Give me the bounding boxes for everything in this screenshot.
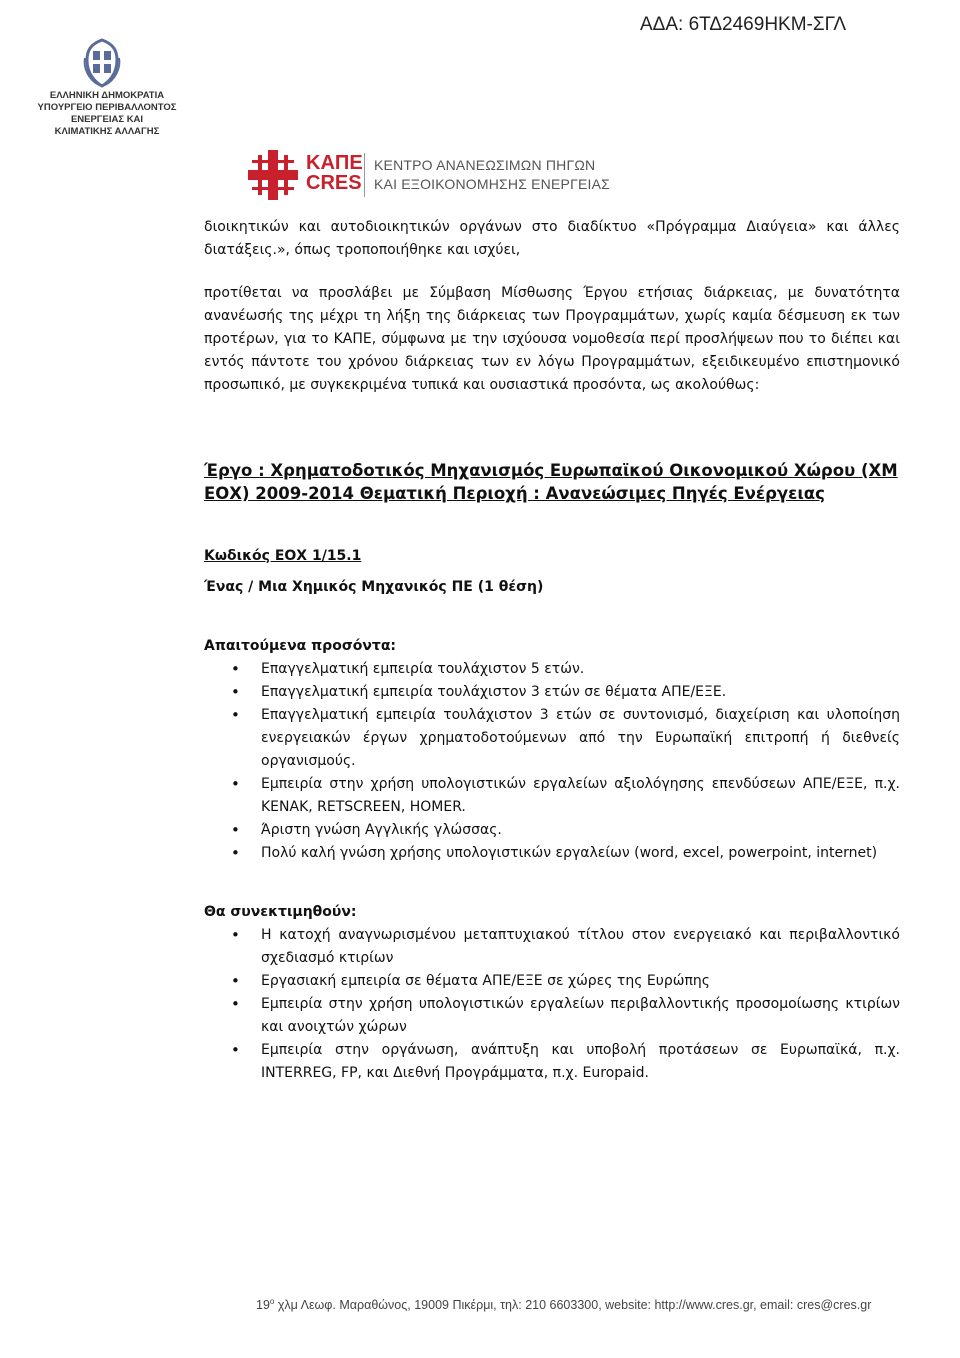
project-heading: Έργο : Χρηματοδοτικός Μηχανισμός Ευρωπαϊκού Οικονομικού Χώρου (ΧΜ ΕΟΧ) 2009-2014 Θεματική Περιοχή : Ανανεώσιμες Πηγές Ενέργειας <box>204 461 898 503</box>
document-body <box>204 216 900 1085</box>
preferred-qualifications-title: Θα συνεκτιμηθούν: <box>204 904 357 920</box>
list-item: • Εμπειρία στην χρήση υπολογιστικών εργαλείων αξιολόγησης επενδύσεων ΑΠΕ/ΕΞΕ, π.χ. KENAK, RETSCREEN, HOMER. <box>261 773 900 819</box>
ministry-name: ΕΛΛΗΝΙΚΗ ΔΗΜΟΚΡΑΤΙΑ ΥΠΟΥΡΓΕΙΟ ΠΕΡΙΒΑΛΛΟΝΤΟΣ ΕΝΕΡΓΕΙΑΣ ΚΑΙ ΚΛΙΜΑΤΙΚΗΣ ΑΛΛΑΓΗΣ <box>37 90 177 137</box>
list-item: • Άριστη γνώση Αγγλικής γλώσσας. <box>261 819 900 842</box>
list-item: • Εμπειρία στην χρήση υπολογιστικών εργαλείων περιβαλλοντικής προσομοίωσης κτιρίων και ανοιχτών χώρων <box>261 993 900 1039</box>
list-item: • Επαγγελματική εμπειρία τουλάχιστον 3 ετών σε συντονισμό, διαχείριση και υλοποίηση ενεργειακών έργων χρηματοδοτούμενων από την Ευρωπαϊκή επιτροπή ή διεθνείς οργανισμούς. <box>261 704 900 773</box>
position-code: Κωδικός ΕΟΧ 1/15.1 <box>204 548 362 564</box>
required-qualifications-list <box>204 658 900 865</box>
position-title: Ένας / Μια Χημικός Μηχανικός ΠΕ (1 θέση) <box>204 579 544 595</box>
kape-fullname: ΚΕΝΤΡΟ ΑΝΑΝΕΩΣΙΜΩΝ ΠΗΓΩΝ ΚΑΙ ΕΞΟΙΚΟΝΟΜΗΣΗΣ ΕΝΕΡΓΕΙΑΣ <box>374 157 611 192</box>
preferred-qualifications-list <box>204 924 900 1085</box>
intro-paragraph-1: διοικητικών και αυτοδιοικητικών οργάνων στο διαδίκτυο «Πρόγραμμα Διαύγεια» και άλλες διατάξεις.», όπως τροποποιήθηκε και ισχύει, <box>204 219 900 258</box>
kape-logo-icon <box>246 150 300 200</box>
footer-address: $19^o$ χλμ Λεωφ. Μαραθώνος, 19009 Πικέρμι, τηλ: 210 6603300, website: http://www.cres.gr, email: cres@cres.gr <box>256 1297 872 1313</box>
ada-code: ΑΔΑ: 6ΤΔ2469ΗΚΜ-ΣΓΛ <box>640 14 847 35</box>
kape-wordmark: ΚΑΠΕ CRES <box>306 152 363 194</box>
logo-divider <box>364 153 365 197</box>
list-item: • Η κατοχή αναγνωρισμένου μεταπτυχιακού τίτλου στον ενεργειακό και περιβαλλοντικό σχεδιασμό κτιρίων <box>261 924 900 970</box>
list-item: • Επαγγελματική εμπειρία τουλάχιστον 5 ετών. <box>261 658 900 681</box>
list-item: • Εμπειρία στην οργάνωση, ανάπτυξη και υποβολή προτάσεων σε Ευρωπαϊκά, π.χ. INTERREG, FP, και Διεθνή Προγράμματα, π.χ. Europaid. <box>261 1039 900 1085</box>
required-qualifications-title: Απαιτούμενα προσόντα: <box>204 638 397 654</box>
intro-paragraph-2: προτίθεται να προσλάβει με Σύμβαση Μίσθωσης Έργου ετήσιας διάρκειας, με δυνατότητα ανανέωσής της μέχρι τη λήξη της διάρκειας των Προγραμμάτων, χωρίς καμία δέσμευση εκ των προτέρων, για το ΚΑΠΕ, σύμφωνα με την ισχύουσα νομοθεσία περί προσλήψεων που το διέπει και εντός πάντοτε του χρόνου διάρκειας των εν λόγω Προγραμμάτων, εξειδικευμένο επιστημονικό προσωπικό, με συγκεκριμένα τυπικά και ουσιαστικά προσόντα, ως ακολούθως: <box>204 285 900 393</box>
list-item: • Πολύ καλή γνώση χρήσης υπολογιστικών εργαλείων (word, excel, powerpoint, internet) <box>261 842 900 865</box>
list-item: • Επαγγελματική εμπειρία τουλάχιστον 3 ετών σε θέματα ΑΠΕ/ΕΞΕ. <box>261 681 900 704</box>
list-item: • Εργασιακή εμπειρία σε θέματα ΑΠΕ/ΕΞΕ σε χώρες της Ευρώπης <box>261 970 900 993</box>
greek-emblem-icon <box>81 38 123 88</box>
